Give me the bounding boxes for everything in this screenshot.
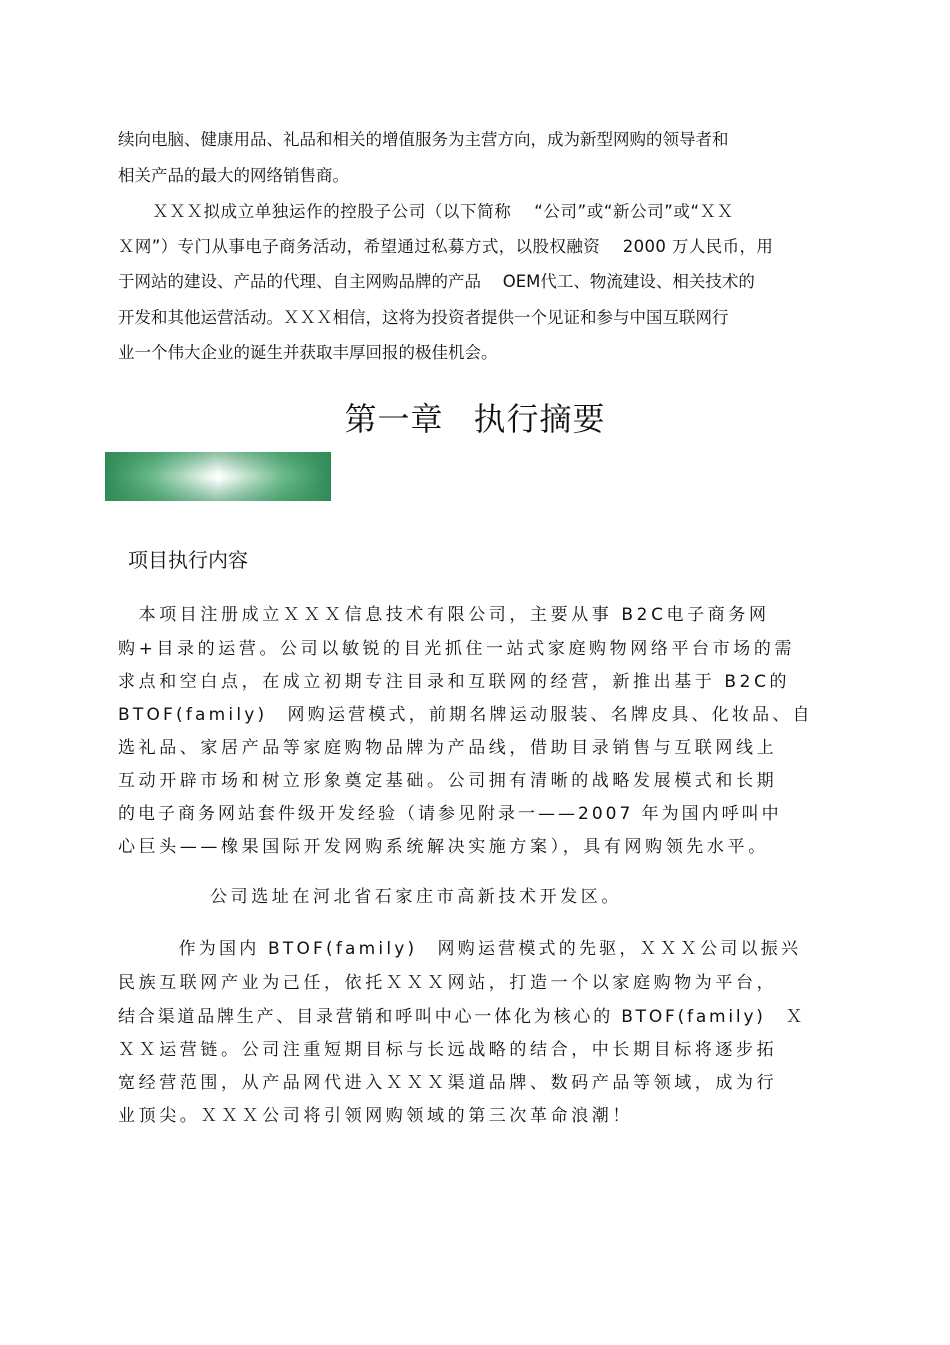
paragraph-line: ＸＸ运营链。公司注重短期目标与长远战略的结合，中长期目标将逐步拓 (118, 1040, 778, 1060)
paragraph-line: 结合渠道品牌生产、目录营销和呼叫中心一体化为核心的 BTOF(family) Ｘ (118, 1007, 806, 1027)
paragraph-line: 选礼品、家居产品等家庭购物品牌为产品线，借助目录销售与互联网线上 (118, 738, 778, 758)
paragraph-line: 购+目录的运营。公司以敏锐的目光抓住一站式家庭购物网络平台市场的需 (118, 639, 796, 659)
paragraph-line: 民族互联网产业为己任，依托ＸＸＸ网站，打造一个以家庭购物为平台， (118, 973, 778, 993)
body-paragraph-2: 公司选址在河北省石家庄市高新技术开发区。 (210, 887, 622, 907)
paragraph-line: 互动开辟市场和树立形象奠定基础。公司拥有清晰的战略发展模式和长期 (118, 771, 778, 791)
paragraph-line: 宽经营范围，从产品网代进入ＸＸＸ渠道品牌、数码产品等领域，成为行 (118, 1073, 778, 1093)
section-heading: 项目执行内容 (128, 548, 248, 572)
paragraph-line: 求点和空白点，在成立初期专注目录和互联网的经营，新推出基于 B2C的 (118, 672, 791, 692)
chapter-number: 第一章 (344, 400, 444, 438)
paragraph-line: 心巨头——橡果国际开发网购系统解决实施方案），具有网购领先水平。 (118, 837, 769, 857)
paragraph-line: 业顶尖。ＸＸＸ公司将引领网购领域的第三次革命浪潮！ (118, 1106, 633, 1126)
chapter-heading (0, 397, 950, 441)
intro-line: 业一个伟大企业的诞生并获取丰厚回报的极佳机会。 (118, 343, 498, 362)
intro-line: Ｘ网”）专门从事电子商务活动，希望通过私募方式，以股权融资 2000 万人民币，用 (118, 237, 774, 256)
intro-line: 于网站的建设、产品的代理、自主网购品牌的产品 OEM代工、物流建设、相关技术的 (118, 272, 755, 291)
paragraph-line: 的电子商务网站套件级开发经验（请参见附录一——2007 年为国内呼叫中 (118, 804, 782, 824)
intro-line: 开发和其他运营活动。ＸＸＸ相信，这将为投资者提供一个见证和参与中国互联网行 (118, 308, 729, 327)
paragraph-line: 作为国内 BTOF(family) 网购运营模式的先驱，ＸＸＸ公司以振兴 (118, 939, 802, 959)
intro-line: ＸＸＸ拟成立单独运作的控股子公司（以下简称 “公司”或“新公司”或“ＸＸ (118, 202, 734, 221)
paragraph-line: 本项目注册成立ＸＸＸ信息技术有限公司，主要从事 B2C电子商务网 (118, 605, 770, 625)
intro-line: 续向电脑、健康用品、礼品和相关的增值服务为主营方向，成为新型网购的领导者和 (118, 130, 729, 149)
decorative-gradient-bar (105, 452, 331, 501)
chapter-title: 执行摘要 (473, 400, 606, 438)
intro-line: 相关产品的最大的网络销售商。 (118, 166, 349, 185)
paragraph-line: BTOF(family) 网购运营模式，前期名牌运动服装、名牌皮具、化妆品、自 (118, 705, 813, 725)
